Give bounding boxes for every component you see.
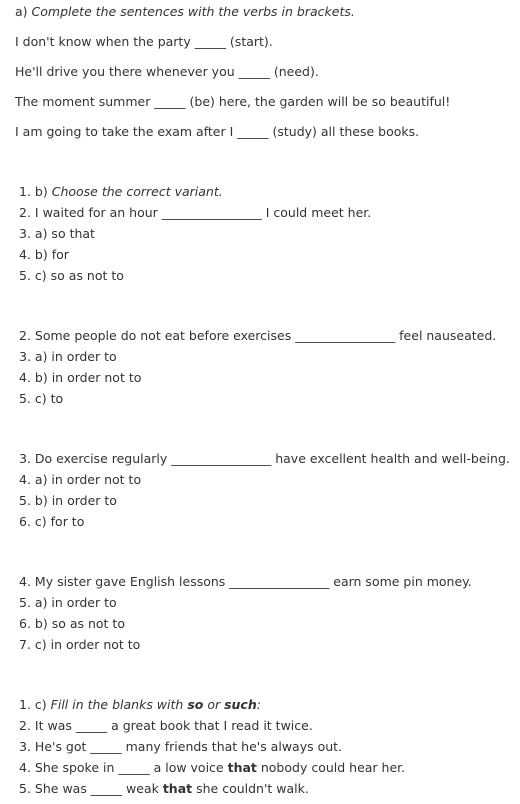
- section-a-instruction: [15, 4, 355, 20]
- group5-item-4: 5. She was _____ weak that she couldn't walk.: [19, 781, 309, 796]
- group3-option-c: 6. c) for to: [19, 514, 85, 529]
- group1-prefix: b): [34, 184, 52, 199]
- group5-heading: 1. c) Fill in the blanks with so or such:: [19, 697, 261, 712]
- group5-item-2: 3. He's got _____ many friends that he's always out.: [19, 739, 343, 754]
- sentence-1: I don't know when the party _____ (start).: [15, 34, 273, 49]
- group3-question: 3. Do exercise regularly ________________ have excellent health and well-being.: [19, 451, 510, 466]
- group1-instruction: Choose the correct variant.: [51, 184, 223, 199]
- group2-option-b: 4. b) in order not to: [19, 370, 142, 385]
- group3-option-a: 4. a) in order not to: [19, 472, 142, 487]
- group1-option-c: 5. c) so as not to: [19, 268, 124, 283]
- group5-item-3: 4. She spoke in _____ a low voice that nobody could hear her.: [19, 760, 406, 775]
- group1-option-a: 3. a) so that: [19, 226, 95, 241]
- sentence-2: He'll drive you there whenever you _____ (need).: [15, 64, 319, 79]
- group4-option-b: 6. b) so as not to: [19, 616, 125, 631]
- group2-question: 2. Some people do not eat before exercises ________________ feel nauseated.: [19, 328, 497, 343]
- group1-question: 2. I waited for an hour ________________ I could meet her.: [19, 205, 372, 220]
- section-a-prefix: a): [15, 4, 32, 19]
- group4-option-c: 7. c) in order not to: [19, 637, 141, 652]
- group1-heading: [19, 184, 223, 200]
- section-a-instruction-text: Complete the sentences with the verbs in brackets.: [31, 4, 355, 19]
- group5-item-1: 2. It was _____ a great book that I read it twice.: [19, 718, 313, 733]
- group4-option-a: 5. a) in order to: [19, 595, 117, 610]
- sentence-4: I am going to take the exam after I _____ (study) all these books.: [15, 124, 420, 139]
- group1-option-b: 4. b) for: [19, 247, 69, 262]
- sentence-3: The moment summer _____ (be) here, the garden will be so beautiful!: [15, 94, 451, 109]
- group2-option-c: 5. c) to: [19, 391, 64, 406]
- group1-num: 1.: [19, 184, 31, 199]
- group4-question: 4. My sister gave English lessons ________________ earn some pin money.: [19, 574, 472, 589]
- group2-option-a: 3. a) in order to: [19, 349, 117, 364]
- group3-option-b: 5. b) in order to: [19, 493, 117, 508]
